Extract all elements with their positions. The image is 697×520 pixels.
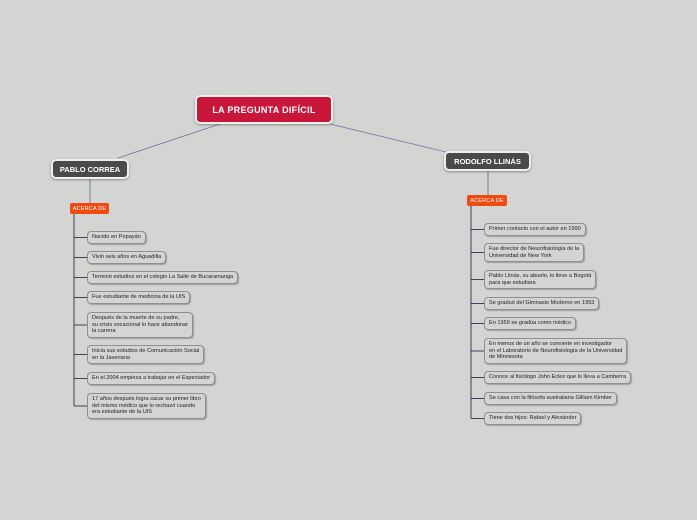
connector-root-right xyxy=(330,124,446,152)
tag-label: ACERCA DE xyxy=(72,205,107,212)
leaf-node[interactable]: Primer contacto con el autor en 1990 xyxy=(484,223,586,236)
branch-node-pablo-correa[interactable] xyxy=(51,159,129,179)
leaf-node[interactable]: Fue estudiante de medicina de la UIS xyxy=(87,291,190,304)
root-label: LA PREGUNTA DIFÍCIL xyxy=(212,104,316,115)
root-node[interactable] xyxy=(195,95,333,124)
leaf-node[interactable]: En el 2004 empieza a trabajar en el Espectador xyxy=(87,372,215,385)
leaf-node[interactable]: Vivió seis años en Aguadilla xyxy=(87,251,166,264)
connector-root-left xyxy=(118,124,220,158)
leaf-node[interactable]: Se graduó del Gimnasio Moderno en 1953 xyxy=(484,297,599,310)
leaf-node[interactable]: Inicia sus estudios de Comunicación Social en la Javeriana xyxy=(87,345,204,364)
tag-acerca-de-left[interactable] xyxy=(70,203,109,214)
leaf-node[interactable]: Pablo Llinás, su abuelo, lo llevo a Bogotá para que estudiara xyxy=(484,270,596,289)
right-tree-lines xyxy=(471,206,484,419)
leaf-node[interactable]: En menos de un año se convierte en investigador en el Laboratorio de Neurofisiología de la Universidad de Minnesota xyxy=(484,338,627,364)
leaf-node[interactable]: En 1959 se gradúa como médico xyxy=(484,317,576,330)
leaf-node[interactable]: 17 años después logra sacar su primer libro del mismo médico que lo rechazó cuando era estudiante de la UIS xyxy=(87,393,206,419)
leaf-node[interactable]: Se casa con la filósofa australiana Gilliam Kimber xyxy=(484,392,617,405)
branch-label: PABLO CORREA xyxy=(59,164,121,174)
branch-node-rodolfo-llinas[interactable] xyxy=(444,151,531,171)
tag-acerca-de-right[interactable] xyxy=(467,195,507,206)
left-tree-lines xyxy=(74,214,87,406)
branch-label: RODOLFO LLINÁS xyxy=(454,156,521,166)
leaf-node[interactable]: Terminó estudios en el colegio La Salle de Bucaramanga xyxy=(87,271,238,284)
leaf-node[interactable]: Después de la muerte de su padre, su crisis vocacional lo hace abandonar la carrera xyxy=(87,312,193,338)
leaf-node[interactable]: Tiene dos hijos: Rafael y Alexánder xyxy=(484,412,581,425)
leaf-node[interactable]: Conoce al fisiólogo John Eclex que lo lleva a Camberra xyxy=(484,371,631,384)
tag-label: ACERCA DE xyxy=(470,197,504,204)
leaf-node[interactable]: Nacido en Popayán xyxy=(87,231,146,244)
leaf-node[interactable]: Fue director de Neurofisiología de la Universidad de New York xyxy=(484,243,584,262)
